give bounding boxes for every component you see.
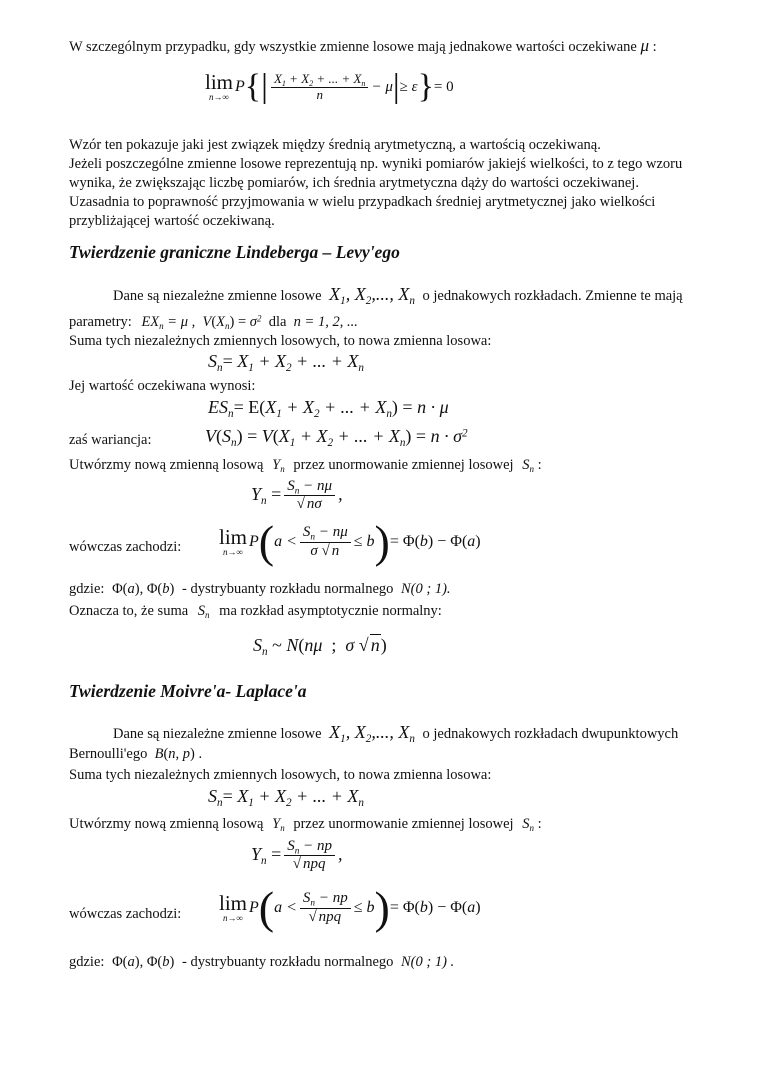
s1-sum-text: Suma tych niezależnych zmiennych losowych, to nowa zmienna losowa: <box>69 333 492 349</box>
law-large-numbers-formula: lim n→∞ P{| $\frac{X_1 + X_2 + ... + X_n}{n}$ − μ|≥ ε}= 0 <box>205 68 454 105</box>
s1-means-line: Oznacza to, że suma $S_n$ ma rozkład asymptotycznie normalny: <box>69 603 442 621</box>
s2-new-var-line: Utwórzmy nową zmienną losową $Y_n$ przez unormowanie zmiennej losowej $S_n$ : <box>69 816 542 834</box>
intro-line: W szczególnym przypadku, gdy wszystkie zmienne losowe mają jednakowe wartości oczekiwane μ : <box>69 36 657 55</box>
s2-where-line: gdzie: Φ(a), Φ(b) - dystrybuanty rozkładu normalnego N(0 ; 1) . <box>69 954 455 970</box>
section-heading-moivre-laplace: Twierdzenie Moivre'a- Laplace'a <box>69 681 307 701</box>
intro-paragraph: Wzór ten pokazuje jaki jest związek między średnią arytmetyczną, a wartością oczekiwaną. Jeżeli poszczególne zmienne losowe reprezentują np. wyniki pomiarów jakiejś wielkości, to z tego wzoru wynika, że zwiększając liczbę pomiarów, ich średnia arytmetyczna dąży do wartości oczekiwanej. Uzasadnia to poprawność przyjmowania w wielu przypadkach średniej arytmetycznej jako wielkości przybliżającej wartość oczekiwaną. <box>69 137 683 229</box>
s2-then-label: wówczas zachodzi: <box>69 906 182 922</box>
s2-bernoulli-line: Bernoulli'ego B(n, p) . <box>69 746 203 762</box>
s1-expect-formula: $ES_n= E(X_1 + X_2$ + ... + $X_n) = n \cdot \mu$ <box>208 397 449 420</box>
s1-expect-text: Jej wartość oczekiwana wynosi: <box>69 378 256 394</box>
s1-sum-formula: $S_n= X_1 + X_2$ + ... + $X_n$ <box>208 351 364 374</box>
s1-limit-formula: lim n→∞ P(a < $\frac{S_n - n\mu}{\sigma √ n}$ ≤ b)= Φ(b) − Φ(a) <box>219 516 481 567</box>
s1-params-line: parametry: $EX_n = \mu$ , $V(X_n) = \sigma^2$ dla n = 1, 2, ... <box>69 313 358 332</box>
s1-then-label: wówczas zachodzi: <box>69 539 182 555</box>
s1-asymptotic-formula: $S_n$ ~ N(nμ ; σ √ n) <box>253 635 387 658</box>
s2-yn-formula: $Y_n$ = $\frac{S_n - np}{\text{√ npq}}$ , <box>251 838 343 873</box>
section-heading-lindeberg-levy: Twierdzenie graniczne Lindeberga – Levy'ego <box>69 242 400 262</box>
s1-given-line: Dane są niezależne zmienne losowe $X_1$, $X_2$,..., $X_n$ o jednakowych rozkładach. Zmienne te mają <box>113 284 683 307</box>
s2-sum-text: Suma tych niezależnych zmiennych losowych, to nowa zmienna losowa: <box>69 767 492 783</box>
s2-sum-formula: $S_n= X_1 + X_2$ + ... + $X_n$ <box>208 786 364 809</box>
s2-limit-formula: lim n→∞ P(a < $\frac{S_n - np}{\text{√ npq}}$ ≤ b)= Φ(b) − Φ(a) <box>219 882 481 933</box>
s1-variance-formula: $V(S_n) = V(X_1 + X_2$ + ... + $X_n) = n \cdot \sigma^2$ <box>205 426 468 449</box>
s1-new-var-line: Utwórzmy nową zmienną losową $Y_n$ przez unormowanie zmiennej losowej $S_n$ : <box>69 457 542 475</box>
s1-yn-formula: $Y_n$ = $\frac{S_n - n\mu}{√ n\sigma}$ , <box>251 478 343 513</box>
s1-variance-label: zaś wariancja: <box>69 432 152 448</box>
s2-given-line: Dane są niezależne zmienne losowe $X_1$, $X_2$,..., $X_n$ o jednakowych rozkładach dwupunktowych <box>113 722 679 745</box>
s1-where-line: gdzie: Φ(a), Φ(b) - dystrybuanty rozkładu normalnego N(0 ; 1). <box>69 581 451 597</box>
